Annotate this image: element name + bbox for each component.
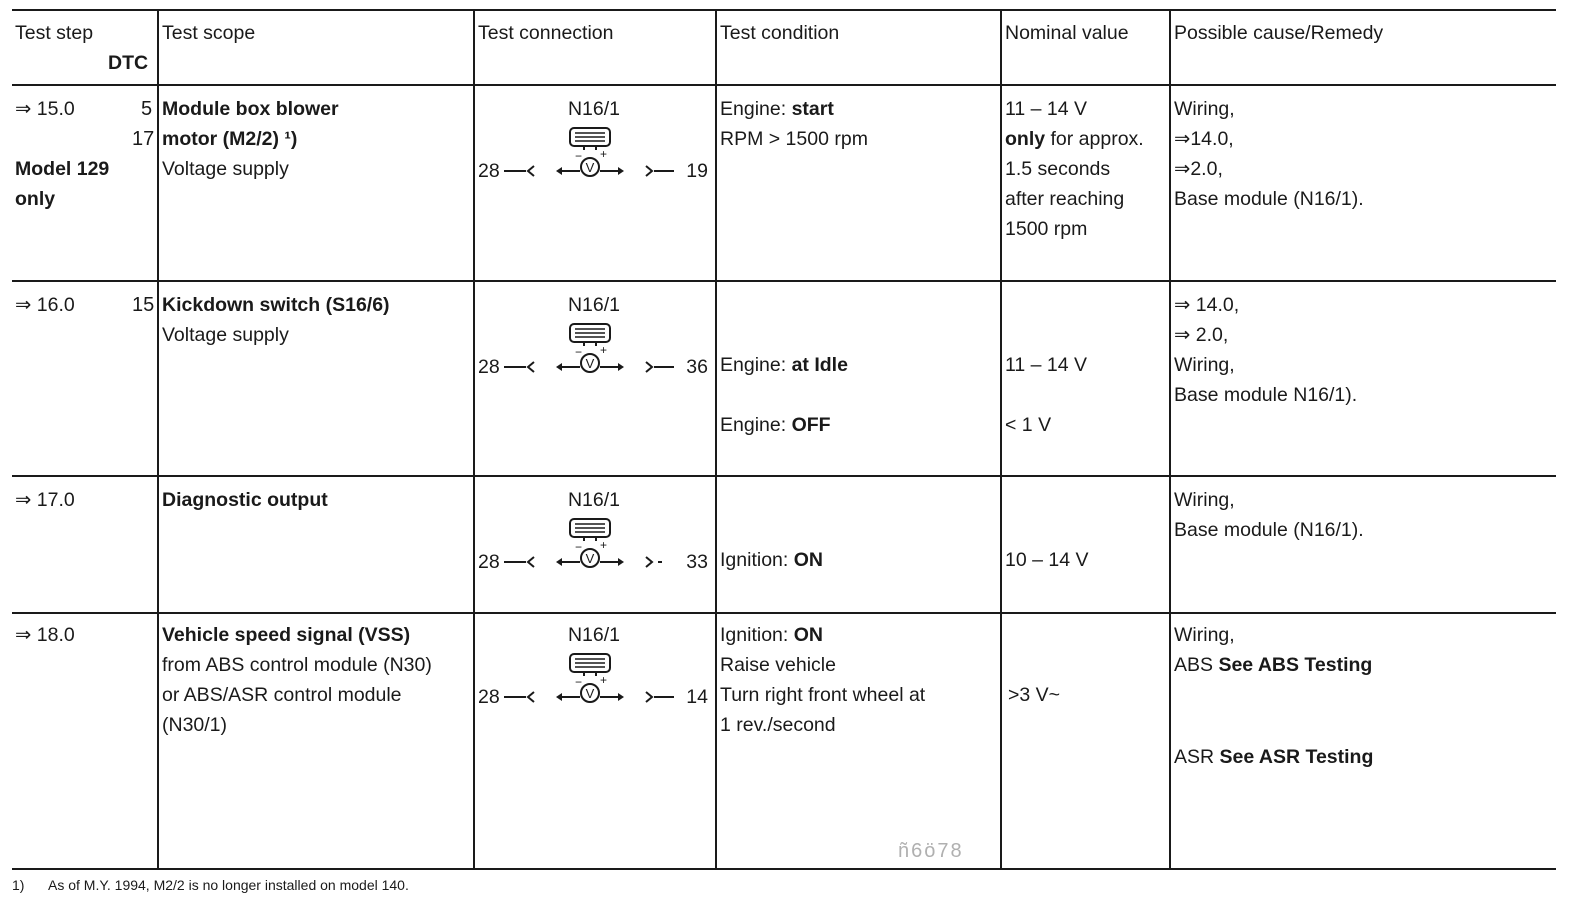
- scope-text: Voltage supply: [162, 324, 289, 346]
- condition-line: Raise vehicle: [720, 654, 836, 676]
- col-divider-3: [715, 10, 717, 868]
- svg-text:+: +: [600, 343, 608, 357]
- condition-label: Ignition:: [720, 549, 794, 571]
- svg-text:−: −: [575, 149, 583, 163]
- pin-left: 28: [478, 356, 500, 378]
- col-divider-5: [1169, 10, 1171, 868]
- nominal-line: [1005, 124, 1144, 154]
- condition-line: [720, 94, 834, 124]
- scope-title: motor (M2/2) ¹): [162, 128, 298, 150]
- cause-line: Wiring,: [1174, 489, 1235, 511]
- footnote: [12, 876, 409, 894]
- condition-line: [720, 410, 831, 440]
- cause-line: Wiring,: [1174, 98, 1235, 120]
- model-note: Model 129: [15, 158, 110, 180]
- svg-text:V: V: [585, 551, 595, 566]
- cause-line: ⇒2.0,: [1174, 158, 1223, 180]
- condition-line: [720, 545, 823, 575]
- header-test-connection: Test connection: [478, 22, 614, 44]
- condition-value: ON: [793, 624, 823, 646]
- module-label: N16/1: [567, 624, 621, 646]
- svg-text:−: −: [575, 540, 583, 554]
- scope-text: or ABS/ASR control module: [162, 684, 402, 706]
- scope-title: Module box blower: [162, 98, 339, 120]
- test-step-18: ⇒ 18.0: [15, 624, 75, 646]
- condition-line: Turn right front wheel at: [720, 684, 926, 706]
- test-connection-diagram: [474, 292, 714, 382]
- pin-right: 36: [686, 356, 708, 378]
- test-connection-diagram: [474, 96, 714, 186]
- cause-line: ⇒ 2.0,: [1174, 324, 1229, 346]
- voltmeter-icon: [474, 487, 714, 577]
- dtc-code: 17: [132, 128, 155, 150]
- col-divider-4: [1000, 10, 1002, 868]
- cause-reference: See ABS Testing: [1218, 654, 1373, 676]
- header-test-condition: Test condition: [720, 22, 840, 44]
- col-divider-1: [157, 10, 159, 868]
- condition-line: 1 rev./second: [720, 714, 836, 736]
- pin-right: 14: [686, 686, 708, 708]
- nominal-line: 1.5 seconds: [1005, 158, 1111, 180]
- test-step-16: ⇒ 16.0: [15, 294, 75, 316]
- nominal-line: 11 – 14 V: [1005, 98, 1088, 120]
- footnote-text: As of M.Y. 1994, M2/2 is no longer installed on model 140.: [48, 877, 409, 893]
- condition-value: ON: [793, 549, 823, 571]
- nominal-line: 1500 rpm: [1005, 218, 1088, 240]
- cause-line: [1174, 650, 1372, 680]
- dtc-code: 5: [141, 98, 153, 120]
- condition-label: Ignition:: [720, 624, 794, 646]
- nominal-line: after reaching: [1005, 188, 1125, 210]
- header-bottom-border: [12, 84, 1556, 86]
- test-connection-diagram: [474, 622, 714, 712]
- header-dtc: DTC: [108, 52, 149, 74]
- scope-title: Vehicle speed signal (VSS): [162, 624, 411, 646]
- condition-line: [720, 350, 848, 380]
- cause-line: Base module N16/1).: [1174, 384, 1358, 406]
- nominal-line: 10 – 14 V: [1005, 549, 1089, 571]
- pin-left: 28: [478, 551, 500, 573]
- condition-value: at Idle: [791, 354, 848, 376]
- header-test-scope: Test scope: [162, 22, 256, 44]
- scope-text: from ABS control module (N30): [162, 654, 432, 676]
- scope-title: Kickdown switch (S16/6): [162, 294, 390, 316]
- cause-line: [1174, 742, 1373, 772]
- svg-text:−: −: [575, 675, 583, 689]
- cause-line: Wiring,: [1174, 354, 1235, 376]
- dtc-code: 15: [132, 294, 155, 316]
- svg-text:V: V: [585, 356, 595, 371]
- row-divider-1: [12, 280, 1556, 282]
- cause-line: Base module (N16/1).: [1174, 188, 1364, 210]
- pin-right: 19: [686, 160, 708, 182]
- condition-label: RPM > 1500 rpm: [720, 128, 868, 150]
- condition-value: start: [791, 98, 834, 120]
- scope-text: Voltage supply: [162, 158, 289, 180]
- footnote-mark: 1): [12, 877, 25, 893]
- condition-line: [720, 124, 868, 154]
- cause-line: Wiring,: [1174, 624, 1235, 646]
- test-step-15: ⇒ 15.0: [15, 98, 75, 120]
- table-top-border: [12, 9, 1556, 11]
- test-step-17: ⇒ 17.0: [15, 489, 75, 511]
- pin-left: 28: [478, 686, 500, 708]
- model-note: only: [15, 188, 56, 210]
- nominal-text: for approx.: [1045, 128, 1144, 150]
- test-connection-diagram: [474, 487, 714, 577]
- cause-line: ⇒14.0,: [1174, 128, 1234, 150]
- cause-line: Base module (N16/1).: [1174, 519, 1364, 541]
- condition-label: Engine:: [720, 354, 792, 376]
- header-nominal-value: Nominal value: [1005, 22, 1129, 44]
- scope-title: Diagnostic output: [162, 489, 328, 511]
- condition-line: [720, 620, 823, 650]
- module-label: N16/1: [567, 294, 621, 316]
- svg-text:V: V: [585, 160, 595, 175]
- cause-label: ABS: [1174, 654, 1219, 676]
- cause-reference: See ASR Testing: [1219, 746, 1374, 768]
- module-label: N16/1: [567, 489, 621, 511]
- nominal-line: >3 V~: [1008, 684, 1061, 706]
- svg-text:+: +: [600, 538, 608, 552]
- table-bottom-border: [12, 868, 1556, 870]
- cause-label: ASR: [1174, 746, 1220, 768]
- scope-text: (N30/1): [162, 714, 228, 736]
- nominal-line: < 1 V: [1005, 414, 1052, 436]
- condition-value: OFF: [791, 414, 831, 436]
- header-possible-cause: Possible cause/Remedy: [1174, 22, 1384, 44]
- condition-label: Engine:: [720, 414, 792, 436]
- condition-label: Engine:: [720, 98, 792, 120]
- module-label: N16/1: [567, 98, 621, 120]
- nominal-line: 11 – 14 V: [1005, 354, 1088, 376]
- svg-text:−: −: [575, 345, 583, 359]
- svg-text:+: +: [600, 147, 608, 161]
- nominal-emphasis: only: [1005, 128, 1046, 150]
- voltmeter-icon: [474, 96, 714, 186]
- row-divider-2: [12, 475, 1556, 477]
- pin-left: 28: [478, 160, 500, 182]
- svg-text:V: V: [585, 686, 595, 701]
- svg-text:+: +: [600, 673, 608, 687]
- row-divider-3: [12, 612, 1556, 614]
- document-stamp: ñ6ö78: [898, 840, 964, 862]
- header-test-step: Test step: [15, 22, 94, 44]
- voltmeter-icon: [474, 292, 714, 382]
- voltmeter-icon: [474, 622, 714, 712]
- cause-line: ⇒ 14.0,: [1174, 294, 1240, 316]
- pin-right: 33: [686, 551, 708, 573]
